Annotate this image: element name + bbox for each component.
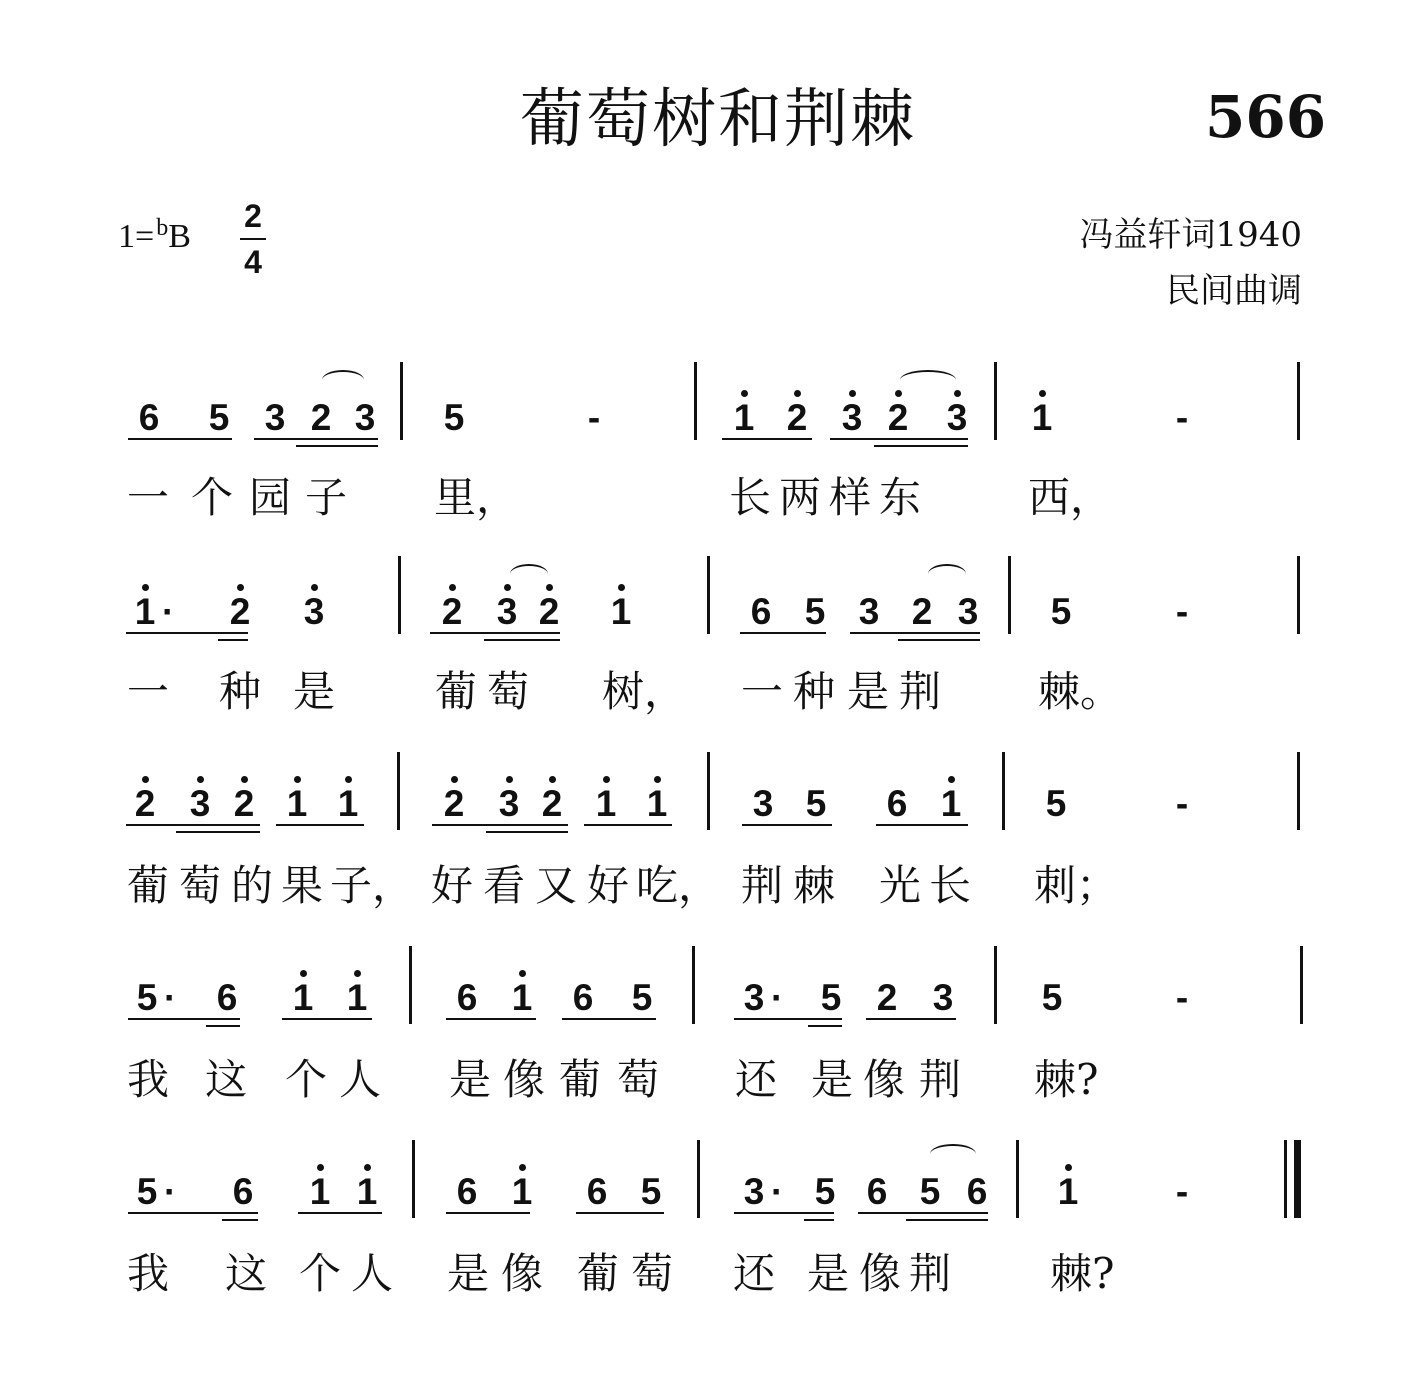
- octave-dot: [317, 1164, 324, 1171]
- octave-dot: [549, 776, 556, 783]
- barline: [409, 946, 412, 1024]
- jianpu-note: 2: [876, 977, 898, 1018]
- lyric-syllable: 两: [778, 473, 821, 522]
- lyric-syllable: 园: [248, 473, 291, 522]
- lyric-syllable: 个: [298, 1249, 341, 1298]
- jianpu-note: 6: [572, 977, 594, 1018]
- jianpu-note: 5: [631, 977, 653, 1018]
- beam-underline: [576, 1212, 664, 1214]
- lyric-syllable: 好: [430, 861, 473, 910]
- barline: [1002, 752, 1005, 830]
- lyric-syllable: 是: [446, 1249, 489, 1298]
- lyric-syllable: 我: [126, 1249, 169, 1298]
- jianpu-note: 2: [443, 783, 465, 824]
- lyric-syllable: 萄: [616, 1055, 659, 1104]
- lyric-syllable: 是: [846, 667, 889, 716]
- jianpu-note: 1: [610, 591, 632, 632]
- lyric-syllable: 子，: [330, 861, 415, 910]
- jianpu-note: 5: [208, 397, 230, 438]
- lyric-syllable: 是: [806, 1249, 849, 1298]
- jianpu-note: 5: [804, 591, 826, 632]
- jianpu-note: 5: [814, 1171, 836, 1212]
- final-barline-thin: [1284, 1140, 1287, 1218]
- jianpu-note: 5: [1050, 591, 1072, 632]
- beam-underline: [276, 824, 364, 826]
- beam-underline: [742, 824, 832, 826]
- lyric-syllable: 个: [284, 1055, 327, 1104]
- sustain-dash: -: [1175, 783, 1189, 824]
- beam-underline: [282, 1018, 372, 1020]
- beam-underline: [486, 831, 568, 833]
- beam-underline: [808, 1025, 842, 1027]
- jianpu-note: 6: [866, 1171, 888, 1212]
- beam-underline: [126, 632, 248, 634]
- octave-dot: [237, 584, 244, 591]
- lyric-syllable: 葡: [576, 1249, 619, 1298]
- jianpu-note: 3: [354, 397, 376, 438]
- jianpu-note: 2: [541, 783, 563, 824]
- slur: [928, 564, 966, 584]
- jianpu-note: 5: [136, 1171, 158, 1212]
- jianpu-note: 1: [134, 591, 156, 632]
- octave-dot: [345, 776, 352, 783]
- beam-underline: [446, 1018, 536, 1020]
- beam-underline: [858, 1212, 988, 1214]
- barline: [694, 362, 697, 440]
- jianpu-note: 1: [940, 783, 962, 824]
- beam-underline: [906, 1219, 988, 1221]
- slur: [930, 1144, 976, 1164]
- augmentation-dot: ·: [164, 1171, 177, 1212]
- jianpu-note: 6: [966, 1171, 988, 1212]
- time-sig-bottom: 4: [244, 244, 262, 280]
- jianpu-note: 3: [189, 783, 211, 824]
- octave-dot: [311, 584, 318, 591]
- augmentation-dot: ·: [164, 977, 177, 1018]
- lyric-syllable: 棘?: [1034, 1055, 1099, 1104]
- beam-underline: [126, 824, 260, 826]
- key-signature: [118, 215, 191, 255]
- jianpu-note: 1: [309, 1171, 331, 1212]
- jianpu-note: 6: [886, 783, 908, 824]
- beam-underline: [446, 1212, 530, 1214]
- jianpu-note: 6: [138, 397, 160, 438]
- sustain-dash: -: [1175, 977, 1189, 1018]
- jianpu-note: 5: [136, 977, 158, 1018]
- octave-dot: [546, 584, 553, 591]
- jianpu-note: 3: [752, 783, 774, 824]
- lyric-syllable: 是: [810, 1055, 853, 1104]
- lyric-syllable: 像: [502, 1055, 545, 1104]
- octave-dot: [603, 776, 610, 783]
- lyric-syllable: 棘。: [1038, 667, 1123, 716]
- lyric-syllable: 是: [448, 1055, 491, 1104]
- octave-dot: [519, 970, 526, 977]
- lyric-syllable: 看: [482, 861, 525, 910]
- beam-underline: [254, 438, 378, 440]
- lyric-syllable: 的: [230, 861, 273, 910]
- jianpu-note: 6: [750, 591, 772, 632]
- hymn-number: 566: [1205, 83, 1327, 151]
- jianpu-note: 3: [496, 591, 518, 632]
- time-signature: [240, 200, 266, 278]
- beam-underline: [298, 1212, 382, 1214]
- jianpu-note: 3: [858, 591, 880, 632]
- barline: [1300, 946, 1303, 1024]
- lyric-syllable: 荆: [908, 1249, 951, 1298]
- lyric-syllable: 东: [878, 473, 921, 522]
- beam-underline: [722, 438, 812, 440]
- beam-underline: [562, 1018, 656, 1020]
- sustain-dash: -: [1175, 397, 1189, 438]
- sustain-dash: -: [1175, 591, 1189, 632]
- jianpu-note: 6: [232, 1171, 254, 1212]
- lyric-syllable: 还: [734, 1055, 777, 1104]
- lyric-syllable: 子: [304, 473, 347, 522]
- jianpu-note: 3: [743, 1171, 765, 1212]
- barline: [397, 752, 400, 830]
- lyric-syllable: 这: [224, 1249, 267, 1298]
- beam-underline: [740, 632, 826, 634]
- lyric-syllable: 果: [280, 861, 323, 910]
- jianpu-note: 1: [595, 783, 617, 824]
- jianpu-note: 2: [229, 591, 251, 632]
- jianpu-note: 2: [441, 591, 463, 632]
- lyric-syllable: 葡: [126, 861, 169, 910]
- barline: [412, 1140, 415, 1218]
- barline: [1016, 1140, 1019, 1218]
- lyric-syllable: 又: [534, 861, 577, 910]
- octave-dot: [294, 776, 301, 783]
- octave-dot: [895, 390, 902, 397]
- beam-underline: [222, 1219, 258, 1221]
- lyric-syllable: 一: [126, 667, 169, 716]
- lyric-syllable: 刺；: [1034, 861, 1119, 910]
- lyric-syllable: 里，: [434, 473, 519, 522]
- beam-underline: [432, 824, 568, 826]
- lyric-syllable: 光: [878, 861, 921, 910]
- octave-dot: [142, 584, 149, 591]
- jianpu-note: 3: [498, 783, 520, 824]
- lyric-syllable: 种: [218, 667, 261, 716]
- lyric-syllable: 像: [858, 1249, 901, 1298]
- jianpu-note: 1: [292, 977, 314, 1018]
- flat-sign: b: [156, 215, 169, 241]
- jianpu-note: 5: [805, 783, 827, 824]
- jianpu-note: 5: [919, 1171, 941, 1212]
- jianpu-note: 2: [310, 397, 332, 438]
- jianpu-note: 2: [887, 397, 909, 438]
- lyric-syllable: 荆: [740, 861, 783, 910]
- beam-underline: [176, 831, 260, 833]
- jianpu-note: 2: [134, 783, 156, 824]
- beam-underline: [128, 1018, 240, 1020]
- lyric-syllable: 人: [350, 1249, 393, 1298]
- jianpu-note: 3: [957, 591, 979, 632]
- jianpu-note: 6: [586, 1171, 608, 1212]
- octave-dot: [948, 776, 955, 783]
- jianpu-note: 3: [264, 397, 286, 438]
- jianpu-note: 3: [743, 977, 765, 1018]
- octave-dot: [354, 970, 361, 977]
- beam-underline: [128, 1212, 258, 1214]
- composer-credit: 民间曲调: [1166, 271, 1302, 311]
- lyric-syllable: 好: [586, 861, 629, 910]
- beam-underline: [876, 824, 968, 826]
- beam-underline: [430, 632, 560, 634]
- lyric-syllable: 我: [126, 1055, 169, 1104]
- jianpu-note: 6: [456, 977, 478, 1018]
- lyric-syllable: 西，: [1028, 473, 1113, 522]
- barline: [1297, 556, 1300, 634]
- slur: [900, 370, 956, 390]
- lyric-syllable: 像: [862, 1055, 905, 1104]
- sustain-dash: -: [1175, 1171, 1189, 1212]
- jianpu-note: 6: [456, 1171, 478, 1212]
- beam-underline: [296, 445, 378, 447]
- lyric-syllable: 一: [126, 473, 169, 522]
- key-note: B: [168, 218, 191, 255]
- jianpu-note: 3: [303, 591, 325, 632]
- barline: [994, 362, 997, 440]
- barline: [400, 362, 403, 440]
- lyric-syllable: 样: [828, 473, 871, 522]
- augmentation-dot: ·: [162, 591, 175, 632]
- time-sig-line: [240, 238, 266, 240]
- octave-dot: [451, 776, 458, 783]
- jianpu-note: 3: [841, 397, 863, 438]
- jianpu-note: 5: [820, 977, 842, 1018]
- lyricist-credit: 冯益轩词1940: [1079, 215, 1302, 255]
- octave-dot: [1065, 1164, 1072, 1171]
- barline: [692, 946, 695, 1024]
- octave-dot: [197, 776, 204, 783]
- time-sig-top: 2: [244, 198, 262, 234]
- octave-dot: [519, 1164, 526, 1171]
- beam-underline: [584, 824, 672, 826]
- lyric-syllable: 萄: [178, 861, 221, 910]
- barline: [1297, 752, 1300, 830]
- octave-dot: [954, 390, 961, 397]
- jianpu-note: 5: [443, 397, 465, 438]
- jianpu-note: 1: [511, 977, 533, 1018]
- beam-underline: [866, 1018, 956, 1020]
- jianpu-note: 2: [911, 591, 933, 632]
- octave-dot: [300, 970, 307, 977]
- barline: [994, 946, 997, 1024]
- beam-underline: [218, 639, 248, 641]
- octave-dot: [506, 776, 513, 783]
- jianpu-note: 3: [946, 397, 968, 438]
- jianpu-note: 2: [538, 591, 560, 632]
- final-barline-thick: [1294, 1140, 1301, 1218]
- jianpu-note: 1: [346, 977, 368, 1018]
- octave-dot: [449, 584, 456, 591]
- beam-underline: [128, 438, 232, 440]
- sustain-dash: -: [587, 397, 601, 438]
- beam-underline: [850, 632, 980, 634]
- beam-underline: [830, 438, 968, 440]
- jianpu-note: 1: [337, 783, 359, 824]
- jianpu-note: 5: [1045, 783, 1067, 824]
- lyric-syllable: 萄: [630, 1249, 673, 1298]
- beam-underline: [804, 1219, 834, 1221]
- jianpu-note: 6: [216, 977, 238, 1018]
- lyric-syllable: 人: [338, 1055, 381, 1104]
- barline: [707, 556, 710, 634]
- octave-dot: [364, 1164, 371, 1171]
- augmentation-dot: ·: [771, 1171, 784, 1212]
- barline: [398, 556, 401, 634]
- slur: [322, 370, 364, 390]
- octave-dot: [142, 776, 149, 783]
- octave-dot: [741, 390, 748, 397]
- beam-underline: [734, 1018, 842, 1020]
- lyric-syllable: 棘: [792, 861, 835, 910]
- octave-dot: [1039, 390, 1046, 397]
- hymn-title: 葡萄树和荆棘: [520, 83, 916, 157]
- jianpu-note: 1: [511, 1171, 533, 1212]
- lyric-syllable: 棘?: [1050, 1249, 1115, 1298]
- lyric-syllable: 种: [792, 667, 835, 716]
- jianpu-note: 2: [233, 783, 255, 824]
- jianpu-note: 5: [640, 1171, 662, 1212]
- lyric-syllable: 这: [204, 1055, 247, 1104]
- lyric-syllable: 吃，: [636, 861, 721, 910]
- jianpu-note: 1: [356, 1171, 378, 1212]
- jianpu-note: 1: [646, 783, 668, 824]
- jianpu-note: 1: [286, 783, 308, 824]
- lyric-syllable: 树，: [602, 667, 687, 716]
- barline: [1297, 362, 1300, 440]
- lyric-syllable: 还: [732, 1249, 775, 1298]
- jianpu-note: 3: [932, 977, 954, 1018]
- octave-dot: [504, 584, 511, 591]
- octave-dot: [849, 390, 856, 397]
- lyric-syllable: 长: [928, 861, 971, 910]
- barline: [1008, 556, 1011, 634]
- beam-underline: [734, 1212, 834, 1214]
- jianpu-note: 2: [786, 397, 808, 438]
- jianpu-note: 1: [733, 397, 755, 438]
- barline: [697, 1140, 700, 1218]
- lyric-syllable: 葡: [434, 667, 477, 716]
- lyric-syllable: 荆: [898, 667, 941, 716]
- jianpu-note: 1: [1057, 1171, 1079, 1212]
- lyric-syllable: 萄: [486, 667, 529, 716]
- lyric-syllable: 一: [740, 667, 783, 716]
- beam-underline: [206, 1025, 240, 1027]
- octave-dot: [241, 776, 248, 783]
- jianpu-note: 1: [1031, 397, 1053, 438]
- beam-underline: [484, 639, 560, 641]
- octave-dot: [618, 584, 625, 591]
- lyric-syllable: 荆: [918, 1055, 961, 1104]
- augmentation-dot: ·: [771, 977, 784, 1018]
- beam-underline: [898, 639, 980, 641]
- lyric-syllable: 像: [500, 1249, 543, 1298]
- key-prefix: 1=: [118, 218, 155, 255]
- jianpu-note: 5: [1041, 977, 1063, 1018]
- slur: [510, 564, 548, 584]
- octave-dot: [654, 776, 661, 783]
- octave-dot: [794, 390, 801, 397]
- beam-underline: [874, 445, 968, 447]
- barline: [707, 752, 710, 830]
- lyric-syllable: 个: [190, 473, 233, 522]
- lyric-syllable: 葡: [558, 1055, 601, 1104]
- lyric-syllable: 长: [728, 473, 771, 522]
- lyric-syllable: 是: [292, 667, 335, 716]
